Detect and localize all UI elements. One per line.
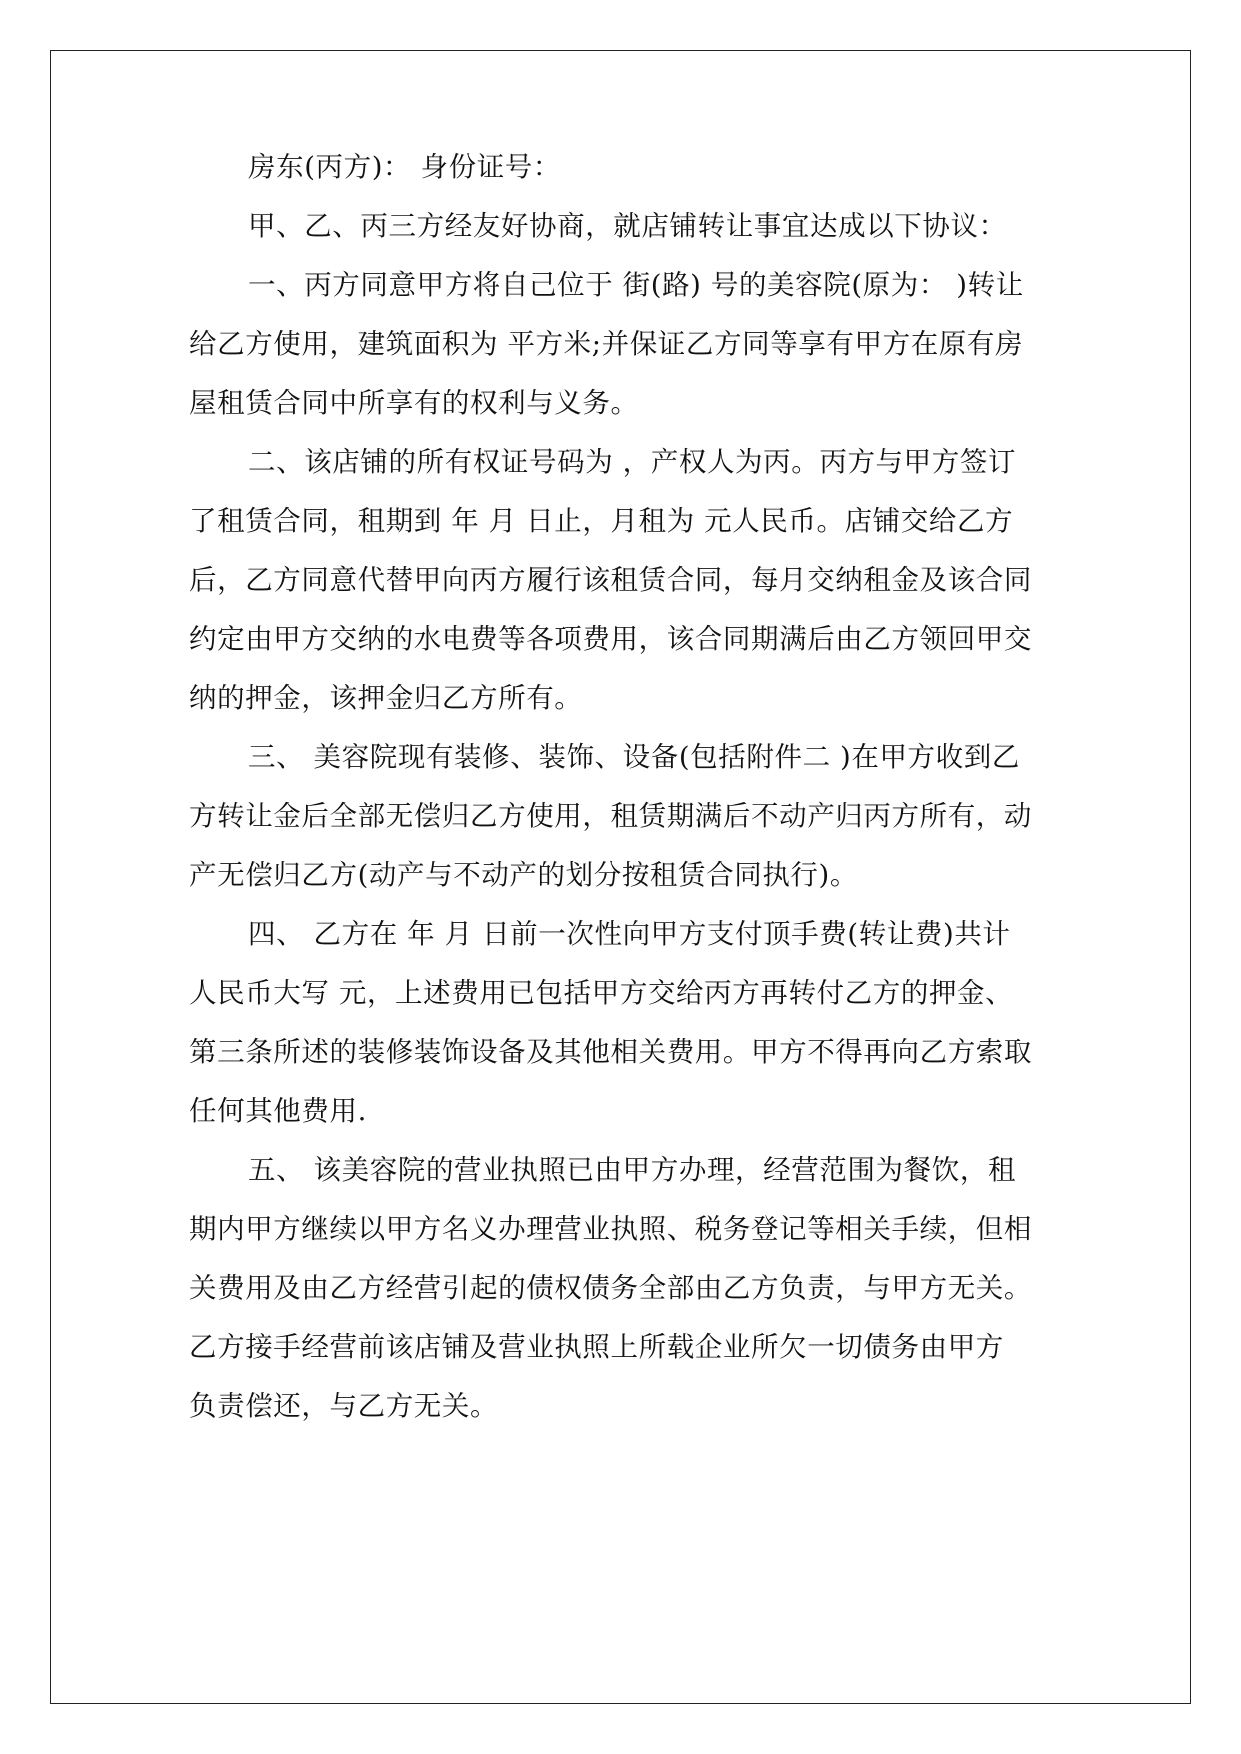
clause-4-line-1: 四、 乙方在 年 月 日前一次性向甲方支付顶手费(转让费)共计 [248,918,1011,950]
clause-1-line-1: 一、丙方同意甲方将自己位于 街(路) 号的美容院(原为： )转让 [248,269,1024,301]
clause-3-line-2: 方转让金后全部无偿归乙方使用，租赁期满后不动产归丙方所有，动 [189,800,1032,832]
clause-3-line-3: 产无偿归乙方(动产与不动产的划分按租赁合同执行)。 [189,859,858,891]
clause-5-line-3: 关费用及由乙方经营引起的债权债务全部由乙方负责，与甲方无关。 [189,1272,1032,1304]
clause-5-line-1: 五、 该美容院的营业执照已由甲方办理，经营范围为餐饮，租 [248,1154,1017,1186]
landlord-id-line: 房东(丙方)： 身份证号： [248,151,561,183]
clause-1-line-3: 屋租赁合同中所享有的权利与义务。 [189,387,639,419]
clause-3-line-1: 三、 美容院现有装修、装饰、设备(包括附件二 )在甲方收到乙 [248,741,1020,773]
clause-5-line-4: 乙方接手经营前该店铺及营业执照上所载企业所欠一切债务由甲方 [189,1331,1004,1363]
clause-2-line-1: 二、该店铺的所有权证号码为 ，产权人为丙。丙方与甲方签订 [248,446,1017,478]
clause-4-line-3: 第三条所述的装修装饰设备及其他相关费用。甲方不得再向乙方索取 [189,1036,1032,1068]
clause-4-line-2: 人民币大写 元，上述费用已包括甲方交给丙方再转付乙方的押金、 [189,977,1014,1009]
clause-2-line-3: 后，乙方同意代替甲向丙方履行该租赁合同，每月交纳租金及该合同 [189,564,1032,596]
clause-4-line-4: 任何其他费用. [189,1095,367,1127]
clause-2-line-2: 了租赁合同，租期到 年 月 日止，月租为 元人民币。店铺交给乙方 [189,505,1014,537]
clause-5-line-2: 期内甲方继续以甲方名义办理营业执照、税务登记等相关手续，但相 [189,1213,1032,1245]
clause-2-line-4: 约定由甲方交纳的水电费等各项费用，该合同期满后由乙方领回甲交 [189,623,1032,655]
agreement-intro-line: 甲、乙、丙三方经友好协商，就店铺转让事宜达成以下协议： [248,210,1007,242]
clause-5-line-5: 负责偿还，与乙方无关。 [189,1390,499,1422]
clause-1-line-2: 给乙方使用，建筑面积为 平方米;并保证乙方同等享有甲方在原有房 [189,328,1024,360]
clause-2-line-5: 纳的押金，该押金归乙方所有。 [189,682,583,714]
